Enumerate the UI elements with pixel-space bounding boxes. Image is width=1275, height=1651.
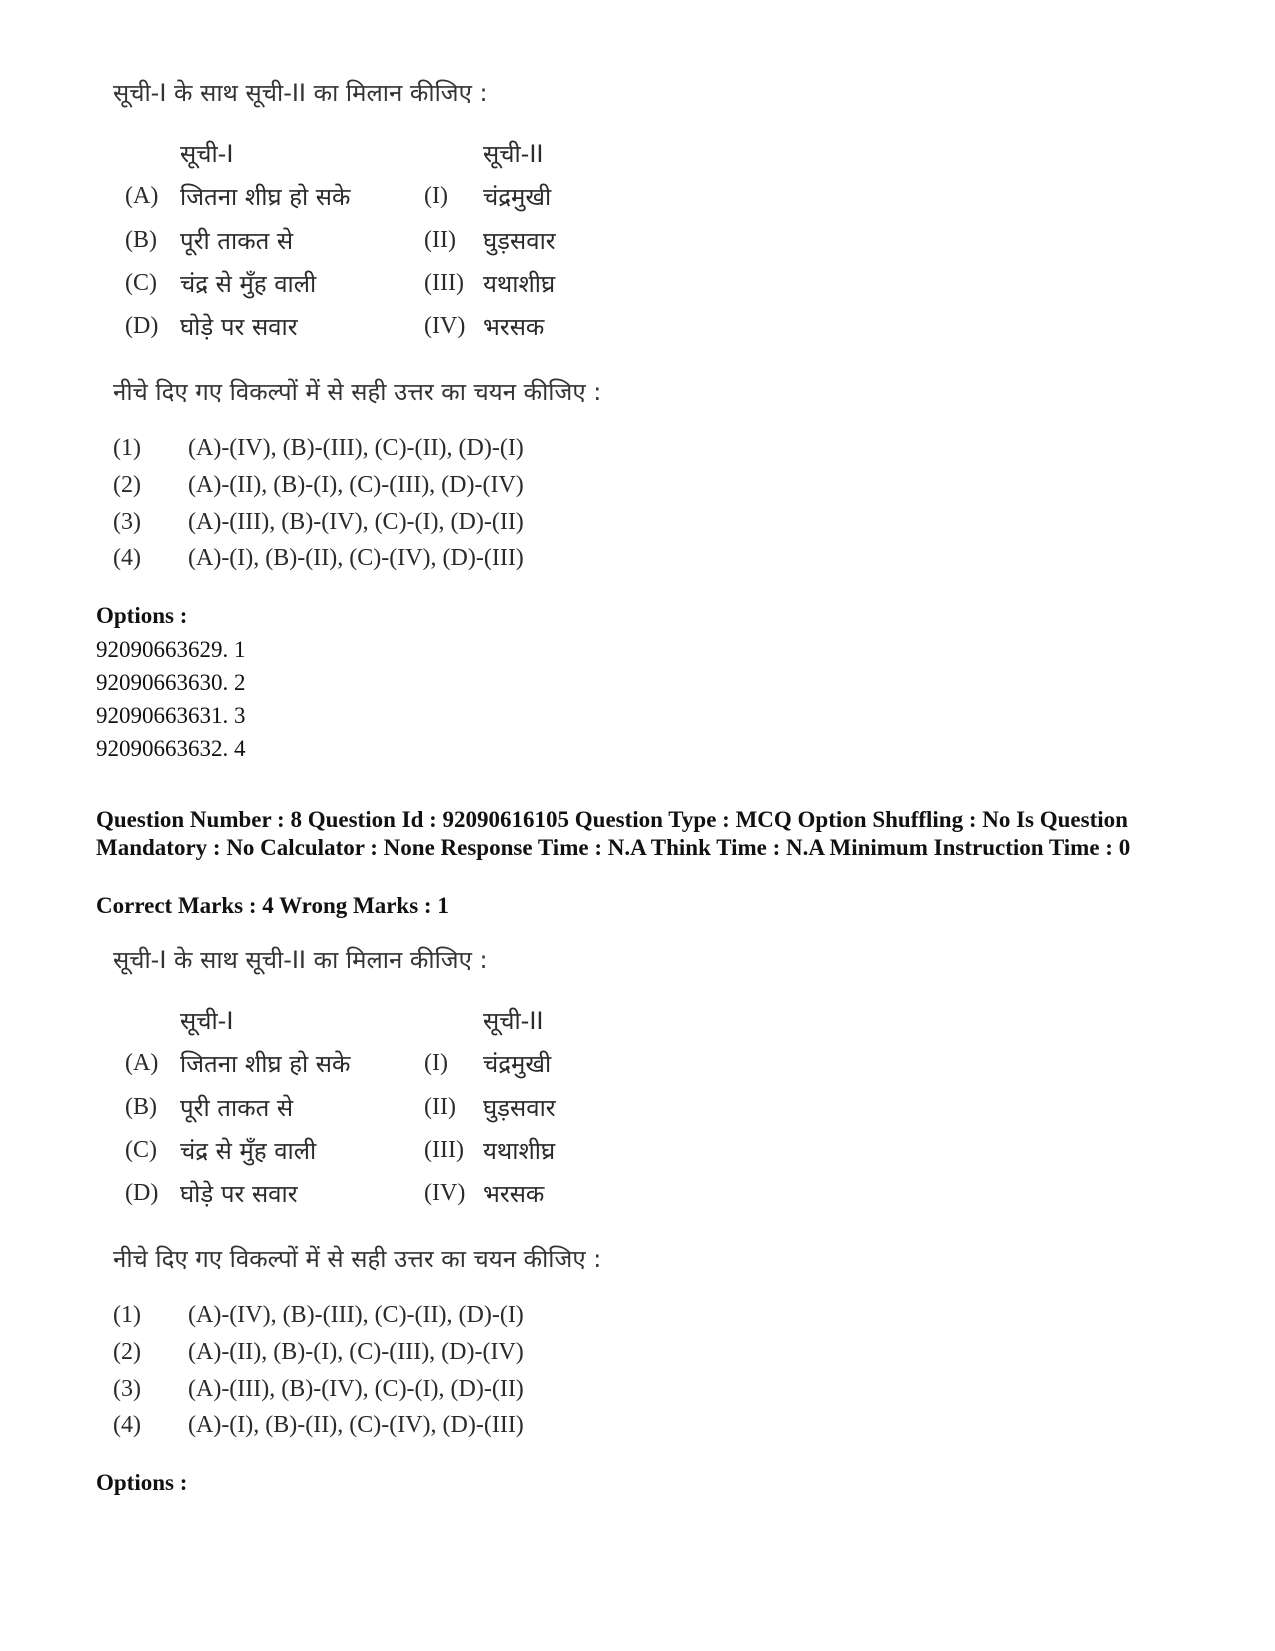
- question-instruction: सूची-I के साथ सूची-II का मिलान कीजिए :: [113, 79, 488, 107]
- list1-item: पूरी ताकत से: [180, 1094, 294, 1122]
- option-item: 92090663631. 3: [96, 703, 246, 728]
- list1-item: चंद्र से मुँह वाली: [180, 270, 317, 298]
- list1-item: पूरी ताकत से: [180, 227, 294, 255]
- list2-item: यथाशीघ्र: [483, 1137, 556, 1165]
- list1-label: (A): [125, 1050, 159, 1076]
- question-instruction: सूची-I के साथ सूची-II का मिलान कीजिए :: [113, 946, 488, 974]
- option-item: 92090663632. 4: [96, 736, 246, 761]
- answer-text: (A)-(II), (B)-(I), (C)-(III), (D)-(IV): [188, 1339, 524, 1365]
- answer-text: (A)-(III), (B)-(IV), (C)-(I), (D)-(II): [188, 1376, 524, 1402]
- answer-number: (1): [113, 435, 141, 461]
- list1-item: घोड़े पर सवार: [180, 1180, 298, 1208]
- answer-number: (2): [113, 472, 141, 498]
- question-meta: Question Number : 8 Question Id : 92090616105 Question Type : MCQ Option Shuffling : No Is Question Mandatory : No Calculator : None Response Time : N.A Think Time : N.A Minimum Instruction Time : 0: [96, 807, 1131, 860]
- answer-text: (A)-(I), (B)-(II), (C)-(IV), (D)-(III): [188, 1412, 524, 1438]
- answer-number: (2): [113, 1339, 141, 1365]
- list2-label: (I): [424, 1050, 448, 1076]
- list2-header: सूची-II: [483, 140, 544, 168]
- list1-label: (C): [125, 270, 157, 296]
- answer-number: (1): [113, 1302, 141, 1328]
- options-label: Options :: [96, 1470, 188, 1495]
- list1-item: चंद्र से मुँह वाली: [180, 1137, 317, 1165]
- list2-label: (IV): [424, 313, 466, 339]
- list2-item: घुड़सवार: [483, 227, 556, 255]
- choose-instruction: नीचे दिए गए विकल्पों में से सही उत्तर का चयन कीजिए :: [113, 1245, 602, 1273]
- option-item: 92090663629. 1: [96, 637, 246, 662]
- list2-label: (II): [424, 1094, 456, 1120]
- list2-item: चंद्रमुखी: [483, 1050, 552, 1078]
- answer-text: (A)-(IV), (B)-(III), (C)-(II), (D)-(I): [188, 1302, 524, 1328]
- list1-item: घोड़े पर सवार: [180, 313, 298, 341]
- answer-number: (3): [113, 509, 141, 535]
- list2-item: चंद्रमुखी: [483, 183, 552, 211]
- list2-label: (II): [424, 227, 456, 253]
- answer-number: (4): [113, 545, 141, 571]
- list2-label: (III): [424, 1137, 464, 1163]
- list1-label: (D): [125, 313, 159, 339]
- choose-instruction: नीचे दिए गए विकल्पों में से सही उत्तर का चयन कीजिए :: [113, 378, 602, 406]
- option-item: 92090663630. 2: [96, 670, 246, 695]
- options-label: Options :: [96, 603, 188, 628]
- answer-number: (4): [113, 1412, 141, 1438]
- list2-label: (I): [424, 183, 448, 209]
- answer-text: (A)-(IV), (B)-(III), (C)-(II), (D)-(I): [188, 435, 524, 461]
- question-marks: Correct Marks : 4 Wrong Marks : 1: [96, 893, 449, 918]
- list1-label: (C): [125, 1137, 157, 1163]
- list1-label: (D): [125, 1180, 159, 1206]
- answer-text: (A)-(III), (B)-(IV), (C)-(I), (D)-(II): [188, 509, 524, 535]
- list2-item: भरसक: [483, 1180, 545, 1208]
- list2-label: (IV): [424, 1180, 466, 1206]
- list2-label: (III): [424, 270, 464, 296]
- list2-item: भरसक: [483, 313, 545, 341]
- list1-item: जितना शीघ्र हो सके: [180, 183, 351, 211]
- list1-label: (B): [125, 1094, 157, 1120]
- list1-label: (A): [125, 183, 159, 209]
- answer-text: (A)-(II), (B)-(I), (C)-(III), (D)-(IV): [188, 472, 524, 498]
- list2-item: घुड़सवार: [483, 1094, 556, 1122]
- list2-header: सूची-II: [483, 1007, 544, 1035]
- list1-item: जितना शीघ्र हो सके: [180, 1050, 351, 1078]
- list2-item: यथाशीघ्र: [483, 270, 556, 298]
- list1-label: (B): [125, 227, 157, 253]
- list1-header: सूची-I: [180, 140, 234, 168]
- answer-number: (3): [113, 1376, 141, 1402]
- answer-text: (A)-(I), (B)-(II), (C)-(IV), (D)-(III): [188, 545, 524, 571]
- list1-header: सूची-I: [180, 1007, 234, 1035]
